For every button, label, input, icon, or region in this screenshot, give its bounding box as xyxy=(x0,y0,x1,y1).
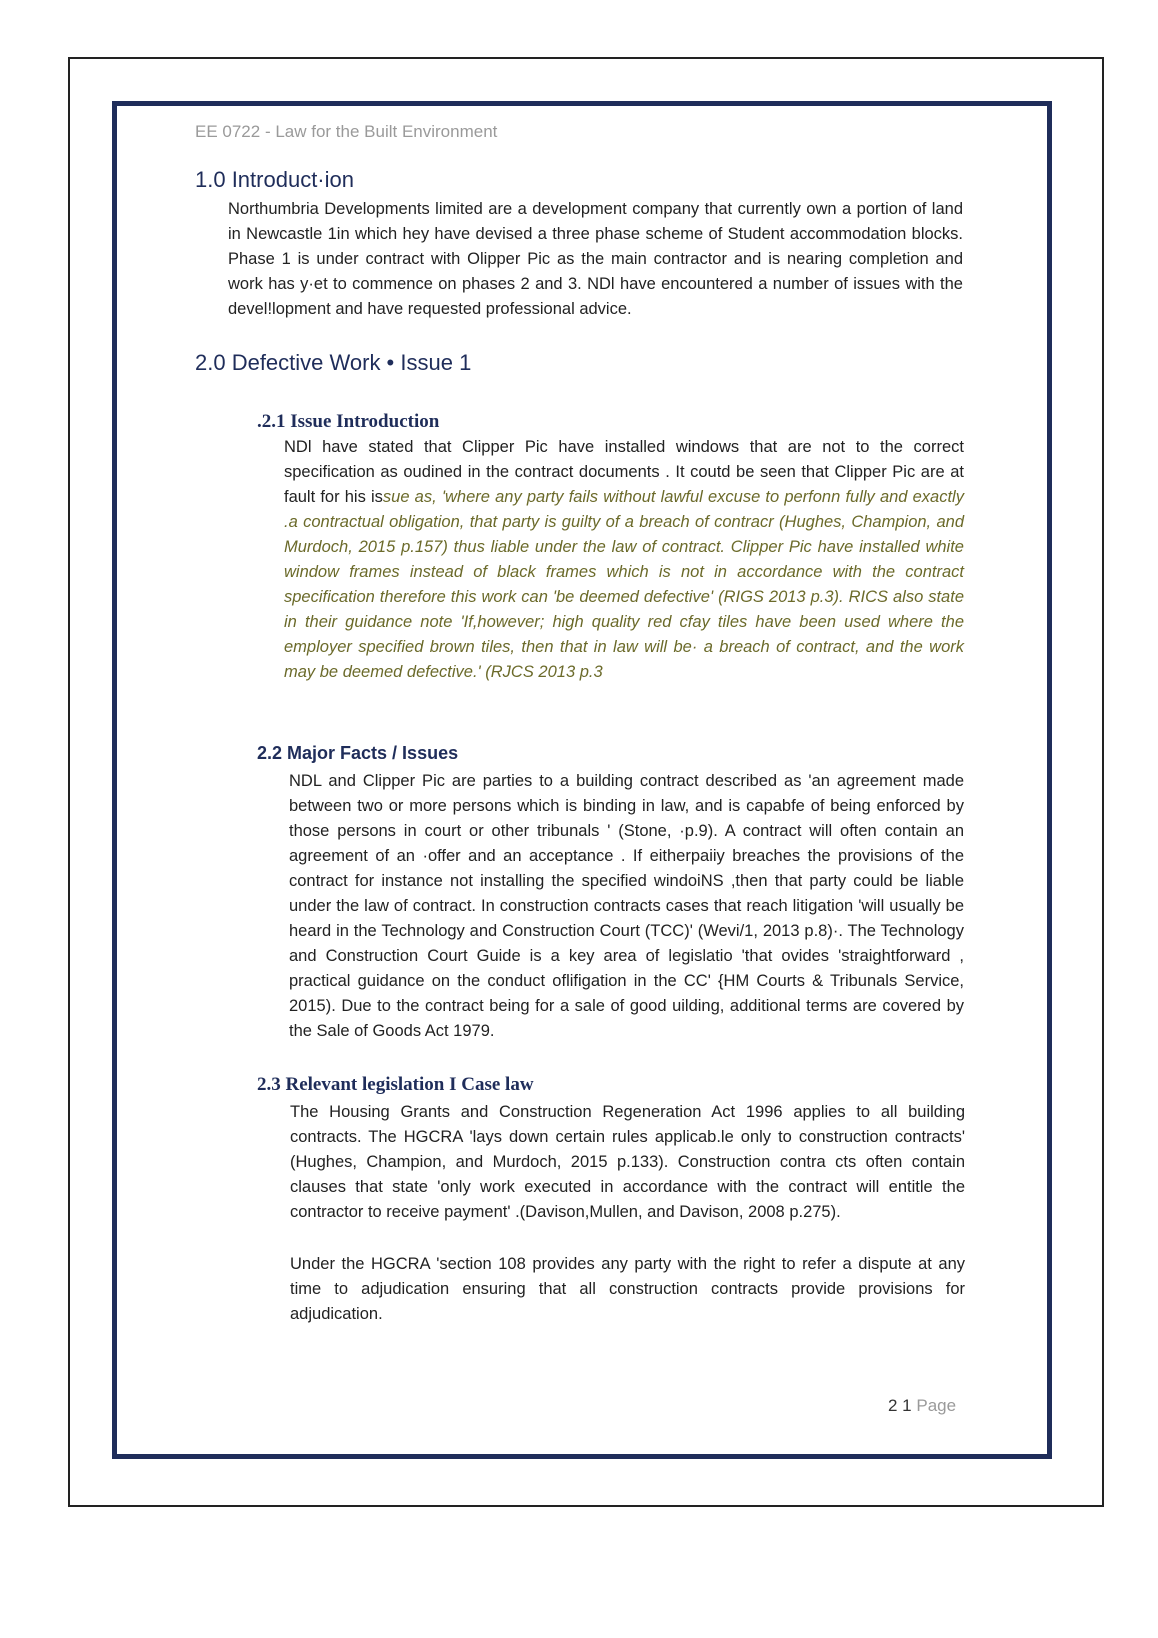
intro-paragraph: Northumbria Developments limited are a development company that currently own a portion of land in Newcastle 1in which hey have devised a three phase scheme of Student accommodation blocks. Phase 1 is under contract with Olipper Pic as the main contractor and is nearing completion and work has y·et to commence on phases 2 and 3. NDl have encountered a number of issues with the devel!lopment and have requested professional advice. xyxy=(228,200,963,318)
issue-introduction-paragraph xyxy=(284,435,964,685)
page-number xyxy=(888,1396,956,1416)
major-facts-paragraph: NDL and Clipper Pic are parties to a building contract described as 'an agreement made between two or more persons which is binding in law, and is capabfe of being enforced by those persons in court or other tribunals ' (Stone, ·p.9). A contract will often contain an agreement of an ·offer and an acceptance . If eitherpaiiy breaches the provisions of the contract for instance not installing the specified windoiNS ,then that party could be liable under the law of contract. In construction contracts cases that reach litigation 'will usually be heard in the Technology and Construction Court (TCC)' (Wevi/1, 2013 p.8)·. The Technology and Construction Court Guide is a key area of legislatio 'that ovides 'straightforward , practical guidance on the conduct oflifigation in the CC' {HM Courts & Tribunals Service, 2015). Due to the contract being for a sale of good uilding, additional terms are covered by the Sale of Goods Act 1979. xyxy=(289,772,964,1040)
issue-intro-text: NDl have stated that Clipper Pic have installed windows that are not to the correct specification as oudined in the contract documents . It coutd be seen that Clipper Pic are at fault for his is xyxy=(284,438,964,506)
course-header: EE 0722 - Law for the Built Environment xyxy=(195,122,498,141)
legislation-paragraph-1: The Housing Grants and Construction Regeneration Act 1996 applies to all building contracts. The HGCRA 'lays down certain rules applicab.le only to construction contracts' (Hughes, Champion, and Murdoch, 2015 p.133). Construction contra cts often contain clauses that state 'only work executed in accordance with the contract will entitle the contractor to receive payment' .(Davison,Mullen, and Davison, 2008 p.275). xyxy=(290,1103,965,1221)
legislation-paragraph-2: Under the HGCRA 'section 108 provides any party with the right to refer a dispute at any time to adjudication ensuring that all construction contracts provide provisions for adjudication. xyxy=(290,1255,965,1323)
page-label: Page xyxy=(916,1396,957,1415)
issue-introduction-heading: .2.1 Issue Introduction xyxy=(257,411,440,432)
legislation-heading: 2.3 Relevant legislation I Case law xyxy=(257,1074,534,1095)
intro-heading: 1.0 Introduct·ion xyxy=(195,167,354,192)
issue-intro-quote: sue as, 'where any party fails without lawful excuse to perfonn fully and exactly .a contractual obligation, that party is guilty of a breach of contracr (Hughes, Champion, and Murdoch, 2015 p.157) thus liable under the law of contract. Clipper Pic have installed white window frames instead of black frames which is not in accordance with the contract specification therefore this work can 'be deemed defective' (RIGS 2013 p.3). RICS also state in their guidance note 'If,however; high quality red cfay tiles have been used where the employer specified brown tiles, then that in law will be· a breach of contract, and the work may be deemed defective.' (RJCS 2013 p.3 xyxy=(284,488,964,681)
major-facts-heading: 2.2 Major Facts / Issues xyxy=(257,743,459,763)
page-digits: 2 1 xyxy=(888,1396,912,1415)
defective-work-heading: 2.0 Defective Work • Issue 1 xyxy=(195,350,472,375)
